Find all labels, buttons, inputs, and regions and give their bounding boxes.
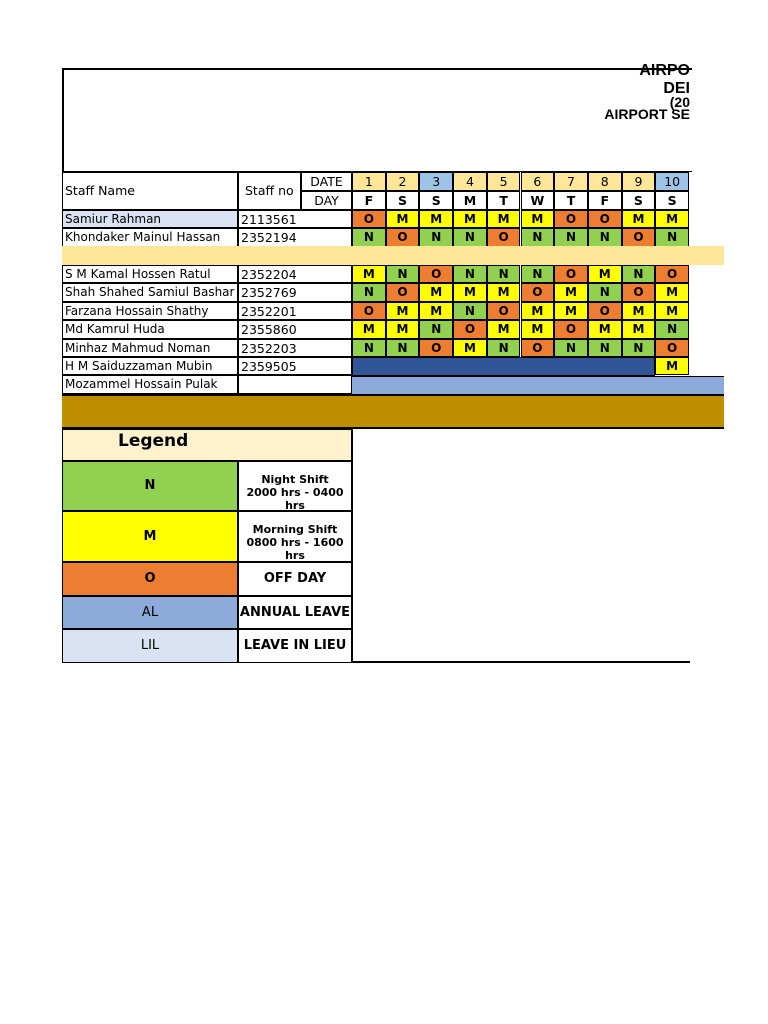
date-cell: 6 xyxy=(521,172,555,191)
shift-cell: O xyxy=(487,302,521,320)
shift-cell: O xyxy=(521,283,555,301)
shift-cell: N xyxy=(622,339,656,357)
shift-cell: N xyxy=(352,283,386,301)
shift-cell: N xyxy=(386,339,420,357)
title-line-3: (20 xyxy=(669,94,690,110)
shift-cell: M xyxy=(655,283,689,301)
shift-cell: N xyxy=(554,339,588,357)
shift-cell: O xyxy=(655,339,689,357)
header-date: DATE xyxy=(301,172,352,191)
shift-cell: O xyxy=(419,339,453,357)
staff-no: 2352201 xyxy=(238,302,352,320)
legend-description-line: LEAVE IN LIEU xyxy=(243,638,347,653)
day-cell: T xyxy=(554,191,588,210)
day-cell: S xyxy=(419,191,453,210)
shift-cell: O xyxy=(521,339,555,357)
shift-cell: N xyxy=(554,228,588,246)
date-cell: 9 xyxy=(622,172,656,191)
date-cell: 5 xyxy=(487,172,521,191)
legend-code: LIL xyxy=(62,629,238,663)
shift-cell: N xyxy=(588,283,622,301)
staff-no: 2352769 xyxy=(238,283,352,301)
shift-cell: M xyxy=(622,210,656,228)
date-cell: 10 xyxy=(655,172,689,191)
legend-title: Legend xyxy=(62,429,352,461)
shift-cell: N xyxy=(622,265,656,283)
staff-name: Farzana Hossain Shathy xyxy=(62,302,238,320)
day-cell: S xyxy=(622,191,656,210)
shift-cell: N xyxy=(453,265,487,283)
shift-cell: N xyxy=(588,228,622,246)
shift-cell: N xyxy=(655,228,689,246)
shift-cell: N xyxy=(453,302,487,320)
shift-cell: M xyxy=(386,210,420,228)
shift-cell: M xyxy=(554,283,588,301)
day-cell: W xyxy=(521,191,555,210)
staff-no xyxy=(238,375,352,393)
shift-cell: M xyxy=(352,265,386,283)
shift-cell: O xyxy=(622,228,656,246)
shift-cell: N xyxy=(419,320,453,338)
shift-cell: O xyxy=(453,320,487,338)
legend-description-hours: 2000 hrs - 0400 hrs xyxy=(246,486,344,511)
shift-cell: O xyxy=(352,210,386,228)
staff-name: Minhaz Mahmud Noman xyxy=(62,339,238,357)
legend-description xyxy=(238,461,352,511)
shift-cell: O xyxy=(554,320,588,338)
legend-code: O xyxy=(62,562,238,596)
shift-cell: O xyxy=(487,228,521,246)
legend-description xyxy=(238,511,352,562)
shift-cell: M xyxy=(622,302,656,320)
staff-name: Khondaker Mainul Hassan xyxy=(62,228,238,246)
shift-cell: M xyxy=(419,210,453,228)
shift-cell: M xyxy=(521,210,555,228)
shift-cell: M xyxy=(655,357,689,375)
title-line-2: DEI xyxy=(663,80,690,97)
shift-cell: M xyxy=(453,283,487,301)
shift-cell: O xyxy=(655,265,689,283)
legend-description-line: ANNUAL LEAVE xyxy=(239,605,351,620)
shift-cell: O xyxy=(622,283,656,301)
legend-description-line: Morning Shift xyxy=(252,523,338,536)
shift-cell: M xyxy=(386,320,420,338)
leave-bar-pulak xyxy=(352,376,724,395)
staff-name: H M Saiduzzaman Mubin xyxy=(62,357,238,375)
shift-cell: M xyxy=(521,320,555,338)
shift-cell: O xyxy=(588,210,622,228)
shift-cell: O xyxy=(554,265,588,283)
day-cell: F xyxy=(588,191,622,210)
staff-no: 2352203 xyxy=(238,339,352,357)
staff-no: 2113561 xyxy=(238,210,352,228)
shift-cell: M xyxy=(622,320,656,338)
day-cell: F xyxy=(352,191,386,210)
legend-description xyxy=(238,629,352,663)
title-block xyxy=(62,68,692,172)
staff-no: 2359505 xyxy=(238,357,352,375)
day-cell: T xyxy=(487,191,521,210)
leave-bar-mubin xyxy=(352,357,655,376)
shift-cell: O xyxy=(352,302,386,320)
date-cell: 2 xyxy=(386,172,420,191)
shift-cell: N xyxy=(487,339,521,357)
header-staff-no: Staff no xyxy=(238,172,301,210)
date-cell: 8 xyxy=(588,172,622,191)
title-line-1: AIRPO xyxy=(639,62,690,79)
shift-cell: N xyxy=(521,265,555,283)
shift-cell: M xyxy=(554,302,588,320)
shift-cell: M xyxy=(419,302,453,320)
shift-cell: M xyxy=(521,302,555,320)
shift-cell: M xyxy=(487,283,521,301)
shift-cell: M xyxy=(655,210,689,228)
shift-cell: M xyxy=(386,302,420,320)
shift-cell: M xyxy=(588,320,622,338)
gold-band xyxy=(62,394,724,429)
staff-name: S M Kamal Hossen Ratul xyxy=(62,265,238,283)
shift-cell: M xyxy=(419,283,453,301)
legend-description-line: Night Shift xyxy=(261,473,329,486)
day-cell: S xyxy=(655,191,689,210)
staff-no: 2355860 xyxy=(238,320,352,338)
shift-cell: O xyxy=(588,302,622,320)
date-cell: 1 xyxy=(352,172,386,191)
staff-name: Samiur Rahman xyxy=(62,210,238,228)
shift-cell: M xyxy=(655,302,689,320)
legend-description xyxy=(238,562,352,596)
shift-cell: N xyxy=(386,265,420,283)
shift-cell: N xyxy=(521,228,555,246)
shift-cell: M xyxy=(453,339,487,357)
shift-cell: M xyxy=(453,210,487,228)
legend-code: M xyxy=(62,511,238,562)
shift-cell: M xyxy=(588,265,622,283)
header-day: DAY xyxy=(301,191,352,210)
shift-cell: N xyxy=(655,320,689,338)
shift-cell: N xyxy=(487,265,521,283)
legend-code: AL xyxy=(62,596,238,629)
notes-area xyxy=(352,429,690,663)
shift-cell: N xyxy=(352,228,386,246)
shift-cell: M xyxy=(487,210,521,228)
legend-description-line: OFF DAY xyxy=(263,571,327,586)
shift-cell: M xyxy=(352,320,386,338)
staff-no: 2352194 xyxy=(238,228,352,246)
group-separator xyxy=(62,246,724,265)
staff-no: 2352204 xyxy=(238,265,352,283)
shift-cell: O xyxy=(386,283,420,301)
date-cell: 4 xyxy=(453,172,487,191)
staff-name: Shah Shahed Samiul Bashar xyxy=(62,283,238,301)
staff-name: Mozammel Hossain Pulak xyxy=(62,375,238,393)
shift-cell: N xyxy=(419,228,453,246)
shift-cell: N xyxy=(352,339,386,357)
shift-cell: N xyxy=(453,228,487,246)
date-cell: 7 xyxy=(554,172,588,191)
legend-description xyxy=(238,596,352,629)
legend-description-hours: 0800 hrs - 1600 hrs xyxy=(246,536,344,562)
day-cell: S xyxy=(386,191,420,210)
shift-cell: O xyxy=(554,210,588,228)
date-cell: 3 xyxy=(419,172,453,191)
shift-cell: O xyxy=(419,265,453,283)
title-line-4: AIRPORT SE xyxy=(604,106,690,122)
staff-name: Md Kamrul Huda xyxy=(62,320,238,338)
shift-cell: O xyxy=(386,228,420,246)
header-staff-name: Staff Name xyxy=(62,172,238,210)
day-cell: M xyxy=(453,191,487,210)
legend-code: N xyxy=(62,461,238,511)
shift-cell: N xyxy=(588,339,622,357)
shift-cell: M xyxy=(487,320,521,338)
